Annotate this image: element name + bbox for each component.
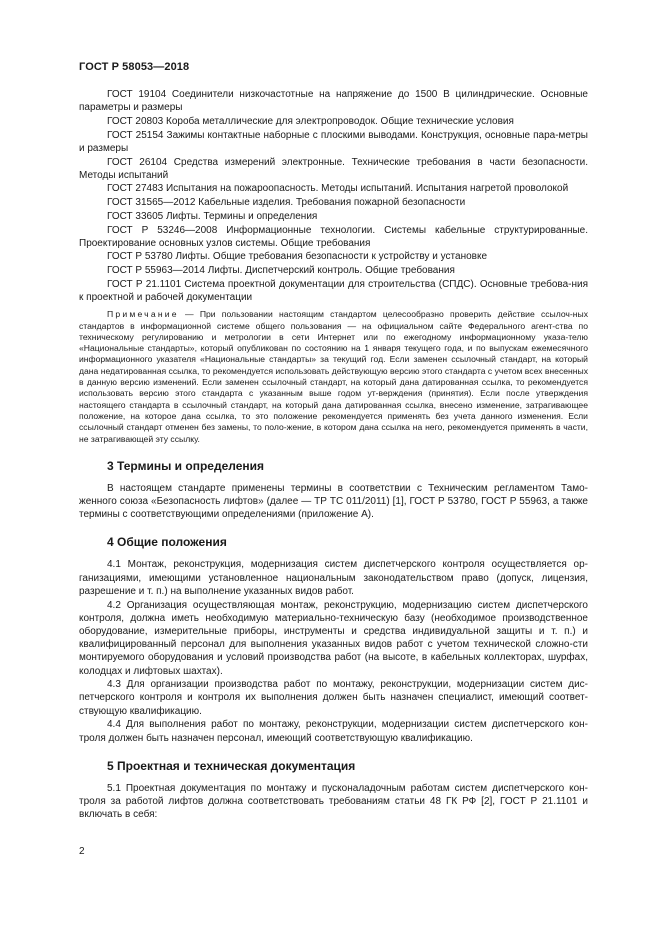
- reference-item: ГОСТ 19104 Соединители низкочастотные на напряжение до 1500 В цилиндрические. Основные параметры и размеры: [79, 89, 588, 114]
- reference-item: ГОСТ Р 55963—2014 Лифты. Диспетчерский контроль. Общие требования: [107, 265, 455, 277]
- section-5-heading: 5 Проектная и техническая документация: [107, 758, 356, 773]
- references-list: [79, 88, 588, 304]
- reference-item: ГОСТ Р 21.1101 Система проектной документации для строительства (СПДС). Основные требова-ния к проектной и рабочей документации: [79, 278, 588, 304]
- section-4-paragraph: 4.3 Для организации производства работ по монтажу, реконструкции, модернизации систем дис-петчерского контроля и контроля их выполнения должен быть назначен специалист, имеющий соответ-ствующую квалификацию.: [79, 679, 588, 717]
- reference-item: ГОСТ 33605 Лифты. Термины и определения: [107, 210, 318, 222]
- reference-item: ГОСТ 26104 Средства измерений электронные. Технические требования в части безопасности. Методы испытаний: [79, 156, 588, 181]
- reference-item: ГОСТ 20803 Короба металлические для электропроводок. Общие технические условия: [107, 115, 514, 127]
- reference-item: ГОСТ 31565—2012 Кабельные изделия. Требования пожарной безопасности: [107, 197, 466, 209]
- reference-item: ГОСТ 27483 Испытания на пожароопасность. Методы испытаний. Испытания нагретой проволокой: [107, 183, 569, 195]
- section-4-paragraph: 4.4 Для выполнения работ по монтажу, реконструкции, модернизации систем диспетчерского кон-троля должен быть назначен персонал, имеющий соответствующую квалификацию.: [79, 719, 588, 744]
- reference-item: ГОСТ 25154 Зажимы контактные наборные с плоскими выводами. Конструкция, основные пара-метры и размеры: [79, 129, 588, 154]
- section-5-paragraph: 5.1 Проектная документация по монтажу и пусконаладочным работам систем диспетчерского кон-троля за работой лифтов должна соответствовать требованиям статьи 48 ГК РФ [2], ГОСТ Р 21.1101 и включать в себя:: [79, 782, 588, 821]
- section-4-heading: 4 Общие положения: [107, 535, 227, 550]
- section-3-paragraph: В настоящем стандарте применены термины в соответствии с Техническим регламентом Тамо-женного союза «Безопасность лифтов» (далее — ТР ТС 011/2011) [1], ГОСТ Р 53780, ГОСТ Р 55963, а также термины с соответствующими определениями (приложение А).: [79, 482, 588, 521]
- reference-item: ГОСТ Р 53246—2008 Информационные технологии. Системы кабельные структурированные. Проектирование основных узлов системы. Общие требования: [79, 224, 588, 249]
- page-number: 2: [79, 846, 85, 857]
- document-header: ГОСТ Р 58053—2018: [79, 61, 190, 73]
- section-4-paragraph: 4.2 Организация осуществляющая монтаж, реконструкцию, модернизацию систем диспетчерского контроля, должна иметь необходимую материально-техническую базу (необходимое производственное оборудование, измерительные приборы, инструменты и средства индивидуальной защиты и т. п.) и квалифицированный персонал для выполнения указанных видов работ с учетом технической сложно-сти монтируемого оборудования и условий производства работ (на высоте, в кабельных коллекторах, шурфах, колодцах и лифтовых шахтах).: [79, 599, 588, 677]
- section-3-heading: 3 Термины и определения: [107, 458, 265, 473]
- reference-item: ГОСТ Р 53780 Лифты. Общие требования безопасности к устройству и установке: [107, 251, 488, 263]
- note-text: — При пользовании настоящим стандартом целесообразно проверить действие ссылоч-ных стандартов в информационной системе общего пользования — на официальном сайте Федерального агент-ства по техническому регулированию и метрологии в сети Интернет или по ежегодному информационному указа-телю «Национальные стандарты», который опубликован по состоянию на 1 января текущего года, и по выпускам ежемесячного информационного указателя «Национальные стандарты» за текущий год. Если заменен ссылочный стандарт, на который дана недатированная ссылка, то рекомендуется использовать действующую версию этого стандарта с учетом всех внесенных в данную версию изменений. Если заменен ссылочный стандарт, на который дана датированная ссылка, то рекомендуется использовать версию этого стандарта с указанным выше годом ут-верждения (принятия). Если после утверждения настоящего стандарта в ссылочный стандарт, на который дана датированная ссылка, внесено изменение, затрагивающее положение, на которое дана ссылка, то это положение рекомендуется применять без учета данного изменения. Если ссылочный стандарт отменен без замены, то поло-жение, в котором дана ссылка на него, рекомендуется применять в части, не затрагивающей эту ссылку.: [79, 309, 588, 444]
- note-block: [79, 309, 588, 445]
- page-content: [79, 88, 588, 822]
- note-label: Примечание: [107, 309, 179, 320]
- section-4-paragraph: 4.1 Монтаж, реконструкция, модернизация систем диспетчерского контроля осуществляется ор-ганизациями, имеющими установленное национальным законодательством право (допуск, лицензия, разрешение и т. п.) на выполнение указанных видов работ.: [79, 559, 588, 597]
